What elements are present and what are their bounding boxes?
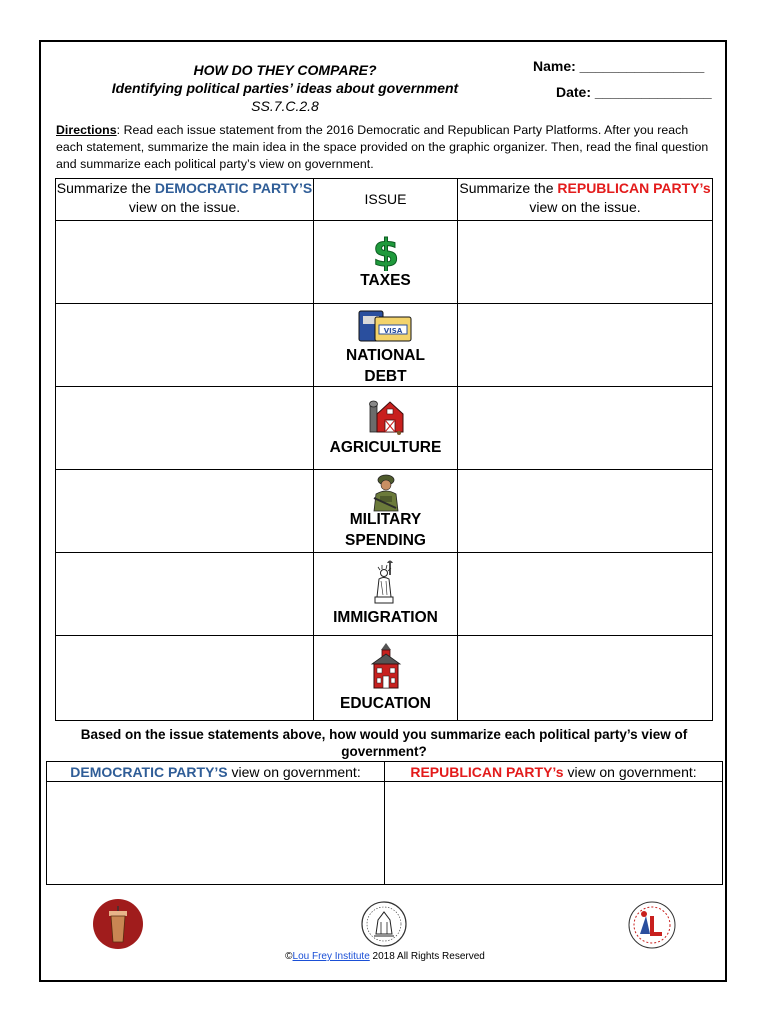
issue-cell-military-spending: [314, 470, 458, 553]
dem-answer-national-debt[interactable]: [56, 304, 314, 387]
directions-text: : Read each issue statement from the 2016 Democratic and Republican Party Platforms. After you reach each statement, summarize the main idea in the space provided on the graphic organizer. Then, read the final question and summarize each political party’s view on government.: [56, 123, 709, 171]
barn-icon: [366, 396, 406, 436]
summary-table: [46, 761, 723, 885]
credit-card-icon: [357, 307, 415, 345]
issue-label-debt: DEBT: [364, 368, 407, 385]
issue-label-national: NATIONAL: [346, 347, 425, 364]
rep-summary-suffix: view on government:: [563, 763, 697, 780]
issue-row-military-spending: [56, 470, 713, 553]
soldier-icon: [368, 472, 404, 512]
name-field[interactable]: Name: ________________: [533, 58, 705, 74]
podium-logo: [92, 898, 144, 950]
svg-text:$: $: [372, 233, 399, 271]
directions: [56, 122, 716, 173]
issue-label-taxes: TAXES: [360, 272, 411, 289]
dem-summary-party: DEMOCRATIC PARTY’S: [70, 763, 228, 780]
directions-label: Directions: [56, 123, 117, 137]
issue-label-immigration: IMMIGRATION: [333, 609, 438, 626]
issue-cell-immigration: [314, 553, 458, 636]
copyright-symbol: ©: [285, 951, 293, 962]
dem-header-prefix: Summarize the: [56, 180, 155, 196]
issue-row-national-debt: [56, 304, 713, 387]
rep-answer-national-debt[interactable]: [458, 304, 713, 387]
dem-summary-answer[interactable]: [47, 782, 385, 885]
dem-answer-taxes[interactable]: [56, 221, 314, 304]
final-question: Based on the issue statements above, how would you summarize each political party’s view of government?: [80, 727, 688, 759]
issue-label-education: EDUCATION: [340, 695, 431, 712]
worksheet-title: HOW DO THEY COMPARE?: [193, 62, 377, 78]
date-field[interactable]: Date: _______________: [556, 84, 712, 100]
rep-answer-agriculture[interactable]: [458, 387, 713, 470]
dollar-sign-icon: [371, 233, 401, 271]
dem-summary-header: [47, 762, 385, 782]
graphic-organizer: [55, 178, 713, 721]
rep-header-prefix: Summarize the: [459, 180, 558, 196]
dem-header-suffix: view on the issue.: [128, 199, 241, 215]
rep-column-header: [458, 179, 713, 221]
schoolhouse-icon: [369, 642, 403, 690]
rep-answer-immigration[interactable]: [458, 553, 713, 636]
rep-header-suffix: view on the issue.: [529, 199, 641, 215]
issue-cell-education: [314, 636, 458, 721]
summary-header-row: [47, 762, 723, 782]
issue-label-agriculture: AGRICULTURE: [329, 439, 442, 456]
card-brand-text: VISA: [383, 327, 402, 335]
dem-answer-military-spending[interactable]: [56, 470, 314, 553]
dem-party-name: DEMOCRATIC PARTY’S: [154, 180, 313, 196]
dem-answer-education[interactable]: [56, 636, 314, 721]
rep-summary-party: REPUBLICAN PARTY’s: [410, 763, 564, 780]
issue-row-agriculture: [56, 387, 713, 470]
issue-row-education: [56, 636, 713, 721]
worksheet-subtitle: Identifying political parties’ ideas about government: [111, 80, 459, 96]
statue-of-liberty-icon: [370, 559, 402, 605]
standard-code: SS.7.C.2.8: [251, 98, 319, 114]
issue-label-military: MILITARY: [349, 511, 422, 528]
issue-cell-agriculture: [314, 387, 458, 470]
issue-row-immigration: [56, 553, 713, 636]
issue-column-header: ISSUE: [314, 179, 458, 221]
rep-summary-header: [385, 762, 723, 782]
rep-answer-taxes[interactable]: [458, 221, 713, 304]
summary-answer-row: [47, 782, 723, 885]
issue-row-taxes: [56, 221, 713, 304]
rep-party-name: REPUBLICAN PARTY’s: [557, 180, 711, 196]
issue-cell-taxes: [314, 221, 458, 304]
dem-answer-immigration[interactable]: [56, 553, 314, 636]
rep-answer-military-spending[interactable]: [458, 470, 713, 553]
lou-frey-institute-link[interactable]: Lou Frey Institute: [292, 951, 370, 962]
rep-answer-education[interactable]: [458, 636, 713, 721]
civics-seal-logo: [360, 900, 408, 948]
issue-cell-national-debt: [314, 304, 458, 387]
copyright-line: [0, 951, 770, 962]
issue-label-spending: SPENDING: [345, 532, 426, 549]
rep-summary-answer[interactable]: [385, 782, 723, 885]
dem-answer-agriculture[interactable]: [56, 387, 314, 470]
dem-column-header: [56, 179, 314, 221]
copyright-rights: 2018 All Rights Reserved: [369, 951, 485, 962]
civics-circle-logo: [626, 900, 678, 950]
organizer-header-row: [56, 179, 713, 221]
dem-summary-suffix: view on government:: [227, 763, 361, 780]
